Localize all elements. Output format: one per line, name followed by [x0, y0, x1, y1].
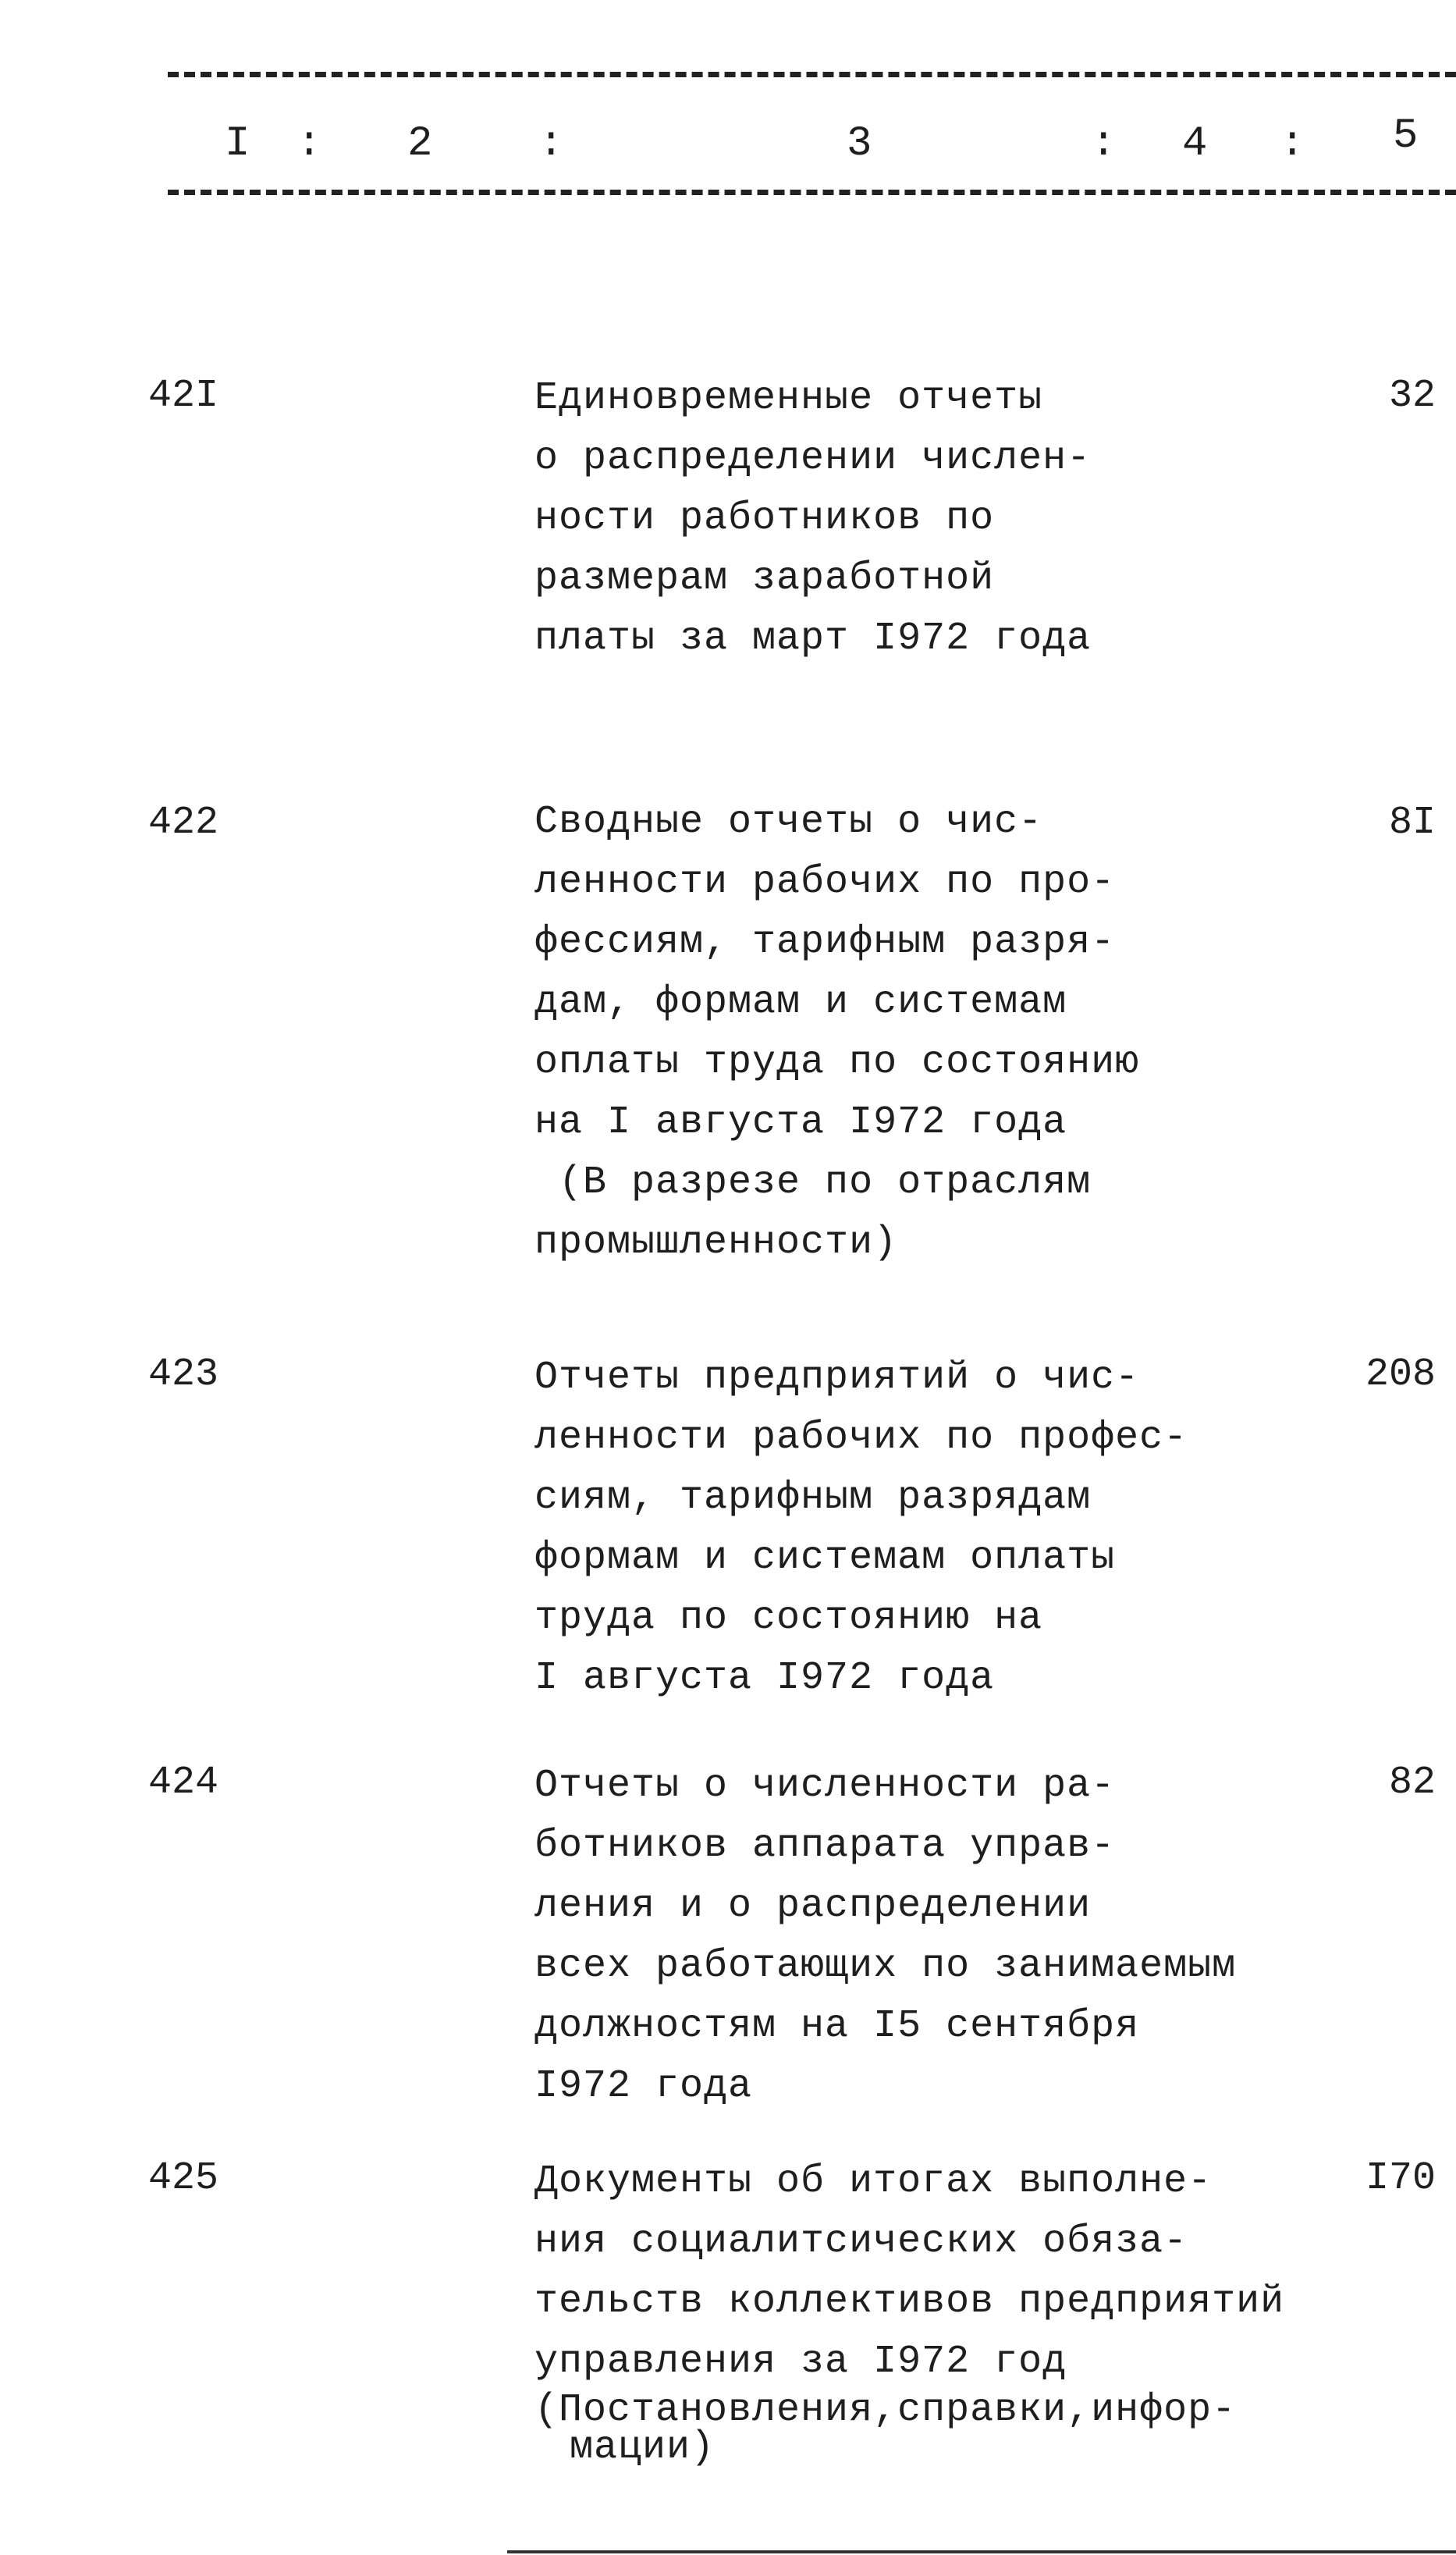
entry-title-line: всех работающих по занимаемым: [534, 1944, 1237, 1988]
entry-number: 424: [148, 1761, 219, 1805]
entry-title-line: тельств коллективов предприятий: [534, 2280, 1285, 2324]
entry-sheet-count: 82: [1388, 1761, 1436, 1805]
entry-title-line: Документы об итогах выполне-: [534, 2159, 1213, 2204]
entry-title-line: должностям на I5 сентября: [534, 2004, 1140, 2049]
entry-title-line: размерам заработной: [534, 556, 995, 601]
entry-sheet-count: 208: [1365, 1352, 1436, 1397]
header-col-4: 4: [1182, 120, 1208, 168]
entry-note-line: (Постановления,справки,инфор-: [534, 2388, 1237, 2432]
entry-title: [534, 1348, 1315, 1708]
entry-title-line: (В разрезе по отраслям: [534, 1160, 1092, 1205]
entry-title-line: дам, формам и системам: [534, 980, 1067, 1025]
header-col-1: I: [225, 120, 250, 168]
entry-title-line: I августа I972 года: [534, 1656, 995, 1700]
header-col-2: 2: [407, 120, 433, 168]
header-top-rule: [168, 72, 1456, 77]
entry-sheet-count: I70: [1365, 2156, 1436, 2201]
entry-title-line: I972 года: [534, 2064, 753, 2109]
entry-number: 42I: [148, 374, 219, 418]
entry-title-line: труда по состоянию на: [534, 1596, 1043, 1640]
entry-title-line: ботников аппарата управ-: [534, 1824, 1116, 1868]
entry-title-line: ления и о распределении: [534, 1884, 1092, 1928]
header-col-3: 3: [847, 120, 872, 168]
entry-title-line: сиям, тарифным разрядам: [534, 1476, 1092, 1520]
header-col-5: 5: [1393, 112, 1419, 160]
entry-title: [534, 2152, 1315, 2470]
entry-title: [534, 792, 1315, 1273]
entry-title-line: оплаты труда по состоянию: [534, 1040, 1140, 1085]
entry-title: [534, 368, 1315, 669]
entry-title-line: платы за март I972 года: [534, 617, 1092, 661]
entry-title-line: ния социалитсических обяза-: [534, 2219, 1188, 2264]
entry-number: 422: [148, 801, 219, 845]
entry-title: [534, 1756, 1315, 2116]
entry-title-line: Сводные отчеты о чис-: [534, 800, 1043, 844]
entry-number: 423: [148, 1352, 219, 1397]
entry-sheet-count: 8I: [1388, 801, 1436, 845]
header-separator-1: :: [297, 120, 322, 168]
header-separator-4: :: [1280, 120, 1305, 168]
entry-title-line: ности работников по: [534, 496, 995, 541]
entry-title-line: фессиям, тарифным разря-: [534, 920, 1116, 965]
header-bottom-rule: [168, 190, 1456, 195]
entry-title-line: Отчеты о численности ра-: [534, 1764, 1116, 1808]
entry-title-line: Отчеты предприятий о чис-: [534, 1356, 1140, 1400]
entry-title-line: управления за I972 год: [534, 2340, 1067, 2384]
entry-title-line: ленности рабочих по про-: [534, 860, 1116, 904]
entry-title-line: Единовременные отчеты: [534, 376, 1043, 421]
entry-title-line: о распределении числен-: [534, 436, 1092, 481]
header-separator-3: :: [1091, 120, 1117, 168]
page-bottom-rule: [507, 2550, 1456, 2553]
entry-title-line: формам и системам оплаты: [534, 1536, 1116, 1580]
entry-sheet-count: 32: [1388, 374, 1436, 418]
entry-title-line: на I августа I972 года: [534, 1100, 1067, 1145]
entry-title-line: ленности рабочих по профес-: [534, 1416, 1188, 1460]
entry-title-line: промышленности): [534, 1221, 898, 1265]
entry-note-line: мации): [570, 2425, 716, 2470]
header-separator-2: :: [538, 120, 564, 168]
entry-number: 425: [148, 2156, 219, 2201]
